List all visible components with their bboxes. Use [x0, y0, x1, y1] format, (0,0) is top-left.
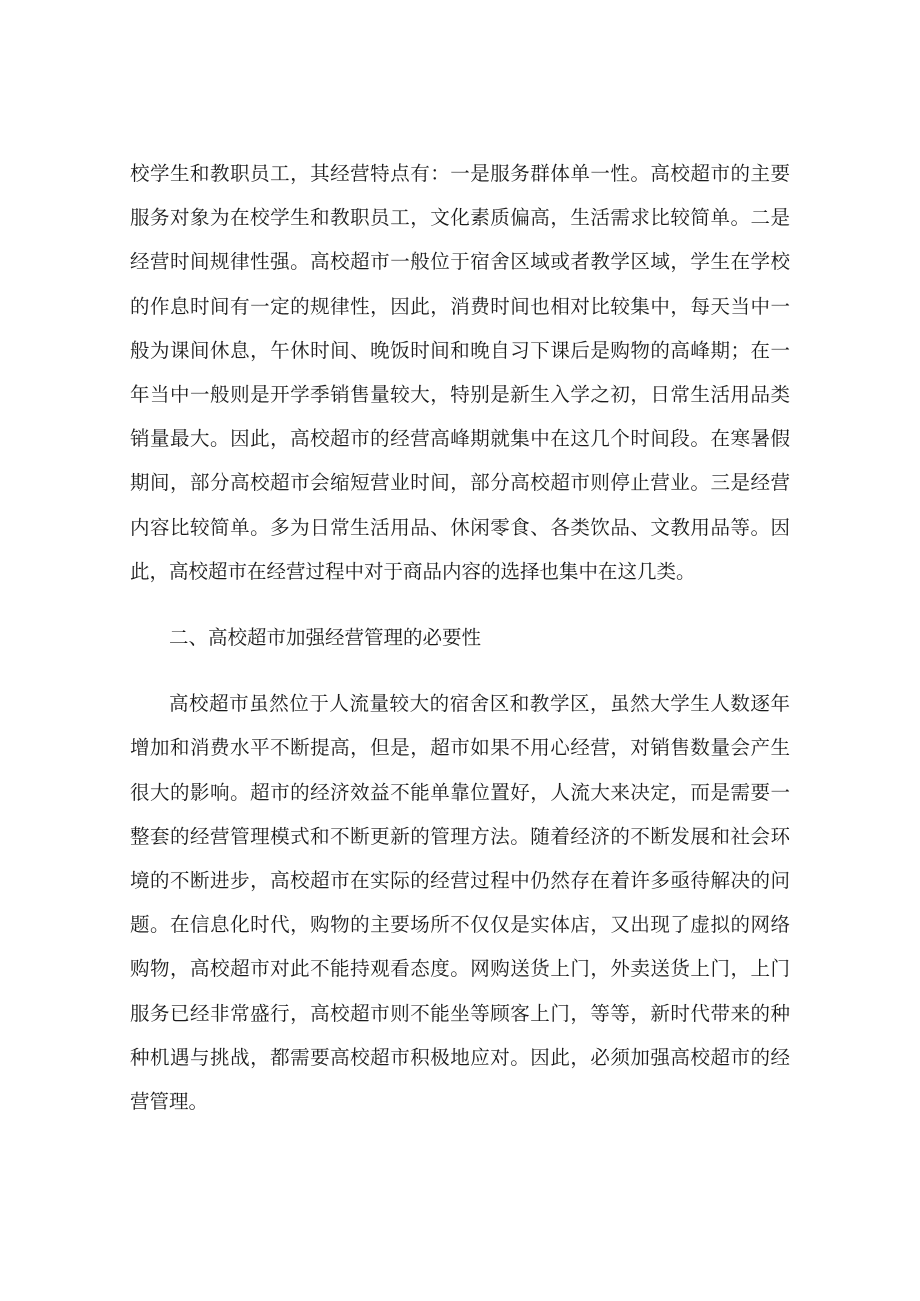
- section-heading: 二、高校超市加强经营管理的必要性: [169, 626, 482, 650]
- paragraph-management-necessity: 高校超市虽然位于人流量较大的宿舍区和教学区，虽然大学生人数逐年增加和消费水平不断提高，但是，超市如果不用心经营，对销售数量会产生很大的影响。超市的经济效益不能单靠位置好，人流大来决定，而是需要一整套的经营管理模式和不断更新的管理方法。随着经济的不断发展和社会环境的不断进步，高校超市在实际的经营过程中仍然存在着许多亟待解决的问题。在信息化时代，购物的主要场所不仅仅是实体店，又出现了虚拟的网络购物，高校超市对此不能持观看态度。网购送货上门，外卖送货上门，上门服务已经非常盛行，高校超市则不能坐等顾客上门，等等，新时代带来的种种机遇与挑战，都需要高校超市积极地应对。因此，必须加强高校超市的经营管理。: [130, 692, 790, 1114]
- paragraph-operating-characteristics: 校学生和教职员工，其经营特点有：一是服务群体单一性。高校超市的主要服务对象为在校学生和教职员工，文化素质偏高，生活需求比较简单。二是经营时间规律性强。高校超市一般位于宿舍区域或者教学区域，学生在学校的作息时间有一定的规律性，因此，消费时间也相对比较集中，每天当中一般为课间休息，午休时间、晚饭时间和晚自习下课后是购物的高峰期；在一年当中一般则是开学季销售量较大，特别是新生入学之初，日常生活用品类销量最大。因此，高校超市的经营高峰期就集中在这几个时间段。在寒暑假期间，部分高校超市会缩短营业时间，部分高校超市则停止营业。三是经营内容比较简单。多为日常生活用品、休闲零食、各类饮品、文教用品等。因此，高校超市在经营过程中对于商品内容的选择也集中在这几类。: [130, 162, 790, 583]
- document-body: [130, 152, 790, 1124]
- paragraph-gap: [130, 660, 790, 682]
- paragraph-gap: [130, 594, 790, 616]
